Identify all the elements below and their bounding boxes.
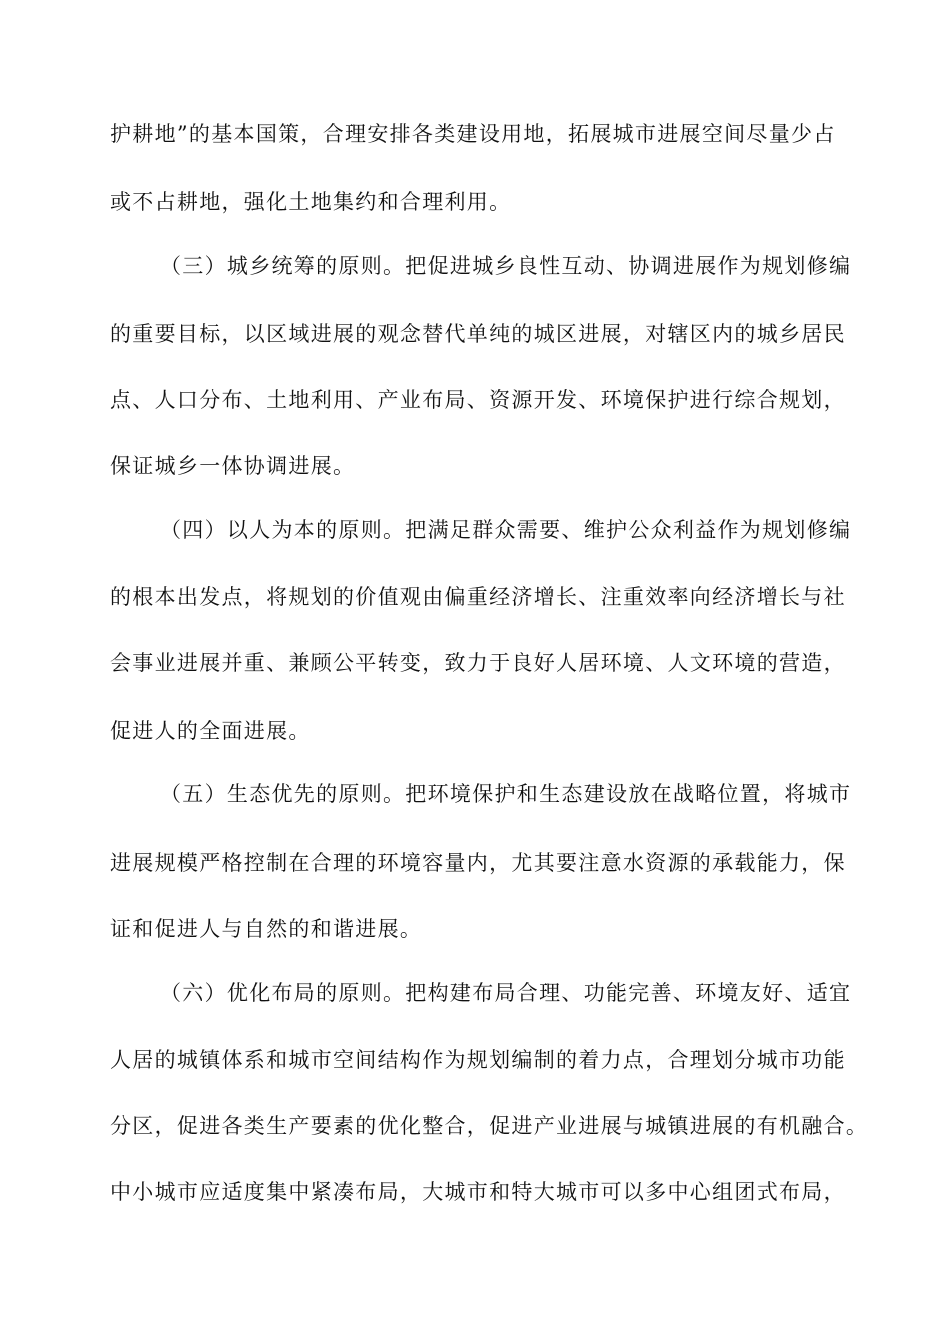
text-line-17: 中小城市应适度集中紧凑布局，大城市和特大城市可以多中心组团式布局， bbox=[110, 1180, 846, 1204]
text-line-3: （三）城乡统筹的原则。把促进城乡良性互动、协调进展作为规划修编 bbox=[160, 254, 852, 278]
text-line-2: 或不占耕地，强化土地集约和合理利用。 bbox=[110, 190, 512, 214]
text-line-4: 的重要目标，以区域进展的观念替代单纯的城区进展，对辖区内的城乡居民 bbox=[110, 322, 846, 346]
text-line-8: 的根本出发点，将规划的价值观由偏重经济增长、注重效率向经济增长与社 bbox=[110, 585, 846, 609]
text-line-5: 点、人口分布、土地利用、产业布局、资源开发、环境保护进行综合规划， bbox=[110, 388, 846, 412]
text-line-1: 护耕地”的基本国策，合理安排各类建设用地，拓展城市进展空间尽量少占 bbox=[110, 122, 836, 146]
text-line-16: 分区，促进各类生产要素的优化整合，促进产业进展与城镇进展的有机融合。 bbox=[110, 1114, 869, 1138]
text-line-10: 促进人的全面进展。 bbox=[110, 719, 311, 743]
text-line-13: 证和促进人与自然的和谐进展。 bbox=[110, 917, 423, 941]
text-line-15: 人居的城镇体系和城市空间结构作为规划编制的着力点，合理划分城市功能 bbox=[110, 1048, 846, 1072]
text-line-11: （五）生态优先的原则。把环境保护和生态建设放在战略位置，将城市 bbox=[160, 782, 852, 806]
text-line-14: （六）优化布局的原则。把构建布局合理、功能完善、环境友好、适宜 bbox=[160, 981, 852, 1005]
text-line-6: 保证城乡一体协调进展。 bbox=[110, 454, 356, 478]
text-line-7: （四）以人为本的原则。把满足群众需要、维护公众利益作为规划修编 bbox=[160, 518, 852, 542]
text-line-9: 会事业进展并重、兼顾公平转变，致力于良好人居环境、人文环境的营造， bbox=[110, 651, 846, 675]
text-line-12: 进展规模严格控制在合理的环境容量内，尤其要注意水资源的承载能力，保 bbox=[110, 851, 846, 875]
